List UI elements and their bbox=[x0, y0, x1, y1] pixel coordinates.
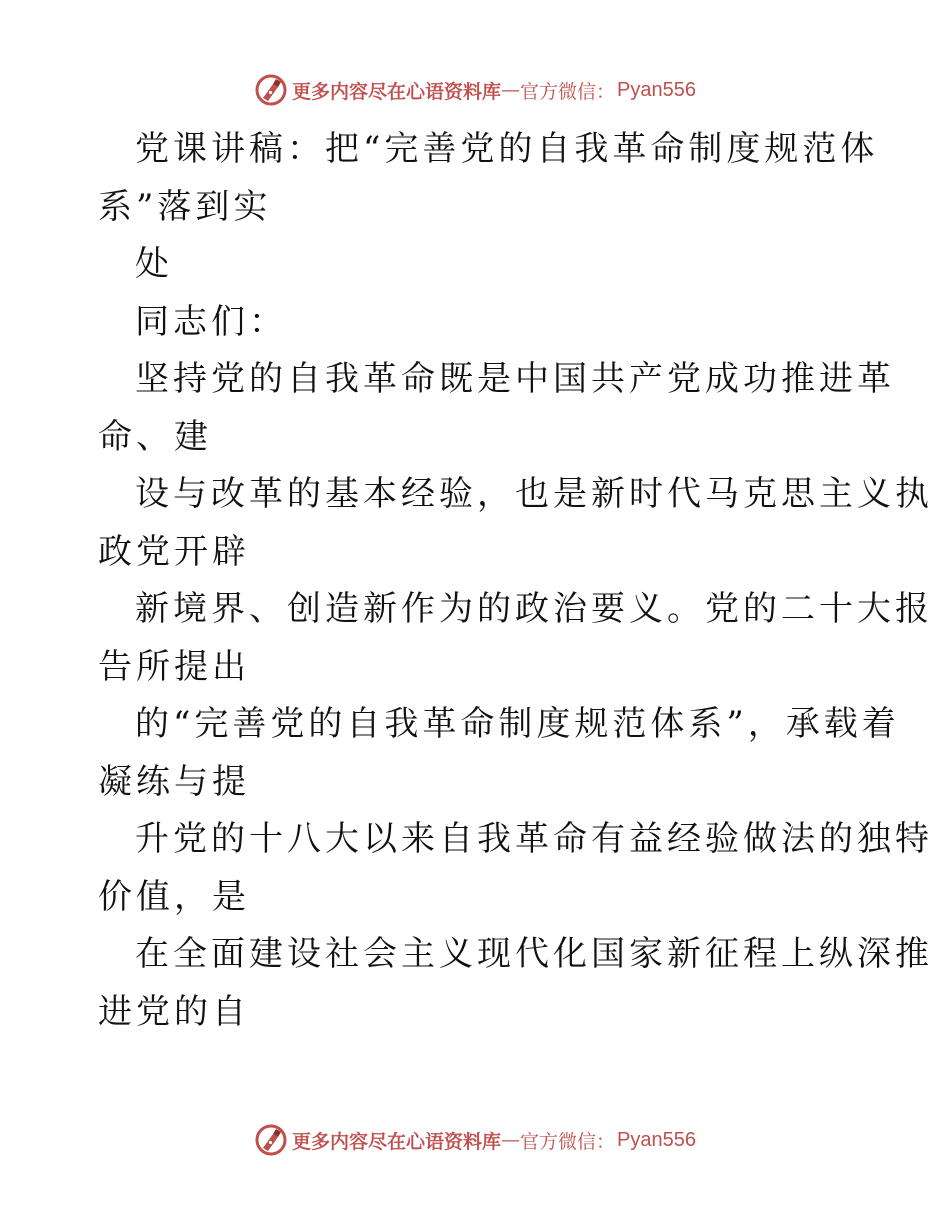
document-line: 设与改革的基本经验，也是新时代马克思主义执 bbox=[135, 474, 933, 514]
banner-site-text: 更多内容尽在心语资料库 bbox=[292, 1130, 502, 1153]
banner-wechat-label: 官方微信： bbox=[520, 1130, 616, 1153]
banner-separator: — bbox=[501, 79, 521, 101]
document-line: 坚持党的自我革命既是中国共产党成功推进革 bbox=[135, 359, 895, 399]
document-line: 政党开辟 bbox=[98, 531, 250, 572]
banner-wechat-id: Pyan556 bbox=[617, 78, 696, 101]
document-line: 系”落到实 bbox=[98, 186, 272, 227]
banner-wechat-label: 官方微信： bbox=[520, 80, 616, 103]
document-line: 党课讲稿：把“完善党的自我革命制度规范体 bbox=[135, 129, 879, 169]
banner-wechat-id: Pyan556 bbox=[617, 1128, 696, 1151]
document-body bbox=[98, 121, 933, 1041]
document-line: 升党的十八大以来自我革命有益经验做法的独特 bbox=[135, 819, 933, 859]
document-line: 价值，是 bbox=[98, 876, 250, 917]
document-line: 同志们： bbox=[135, 301, 287, 342]
document-line: 进党的自 bbox=[98, 991, 250, 1032]
document-line: 的“完善党的自我革命制度规范体系”，承载着 bbox=[135, 704, 900, 744]
header-banner bbox=[0, 70, 950, 110]
document-line: 新境界、创造新作为的政治要义。党的二十大报 bbox=[135, 589, 933, 629]
footer-banner bbox=[0, 1120, 950, 1160]
document-line: 命、建 bbox=[98, 416, 212, 457]
document-line: 凝练与提 bbox=[98, 761, 250, 802]
document-line: 处 bbox=[135, 244, 173, 284]
document-line: 告所提出 bbox=[98, 646, 250, 687]
banner-site-text: 更多内容尽在心语资料库 bbox=[292, 80, 502, 103]
document-line: 在全面建设社会主义现代化国家新征程上纵深推 bbox=[135, 934, 933, 974]
pen-nib-logo-icon bbox=[254, 73, 288, 107]
banner-separator: — bbox=[501, 1129, 521, 1151]
pen-nib-logo-icon bbox=[254, 1123, 288, 1157]
